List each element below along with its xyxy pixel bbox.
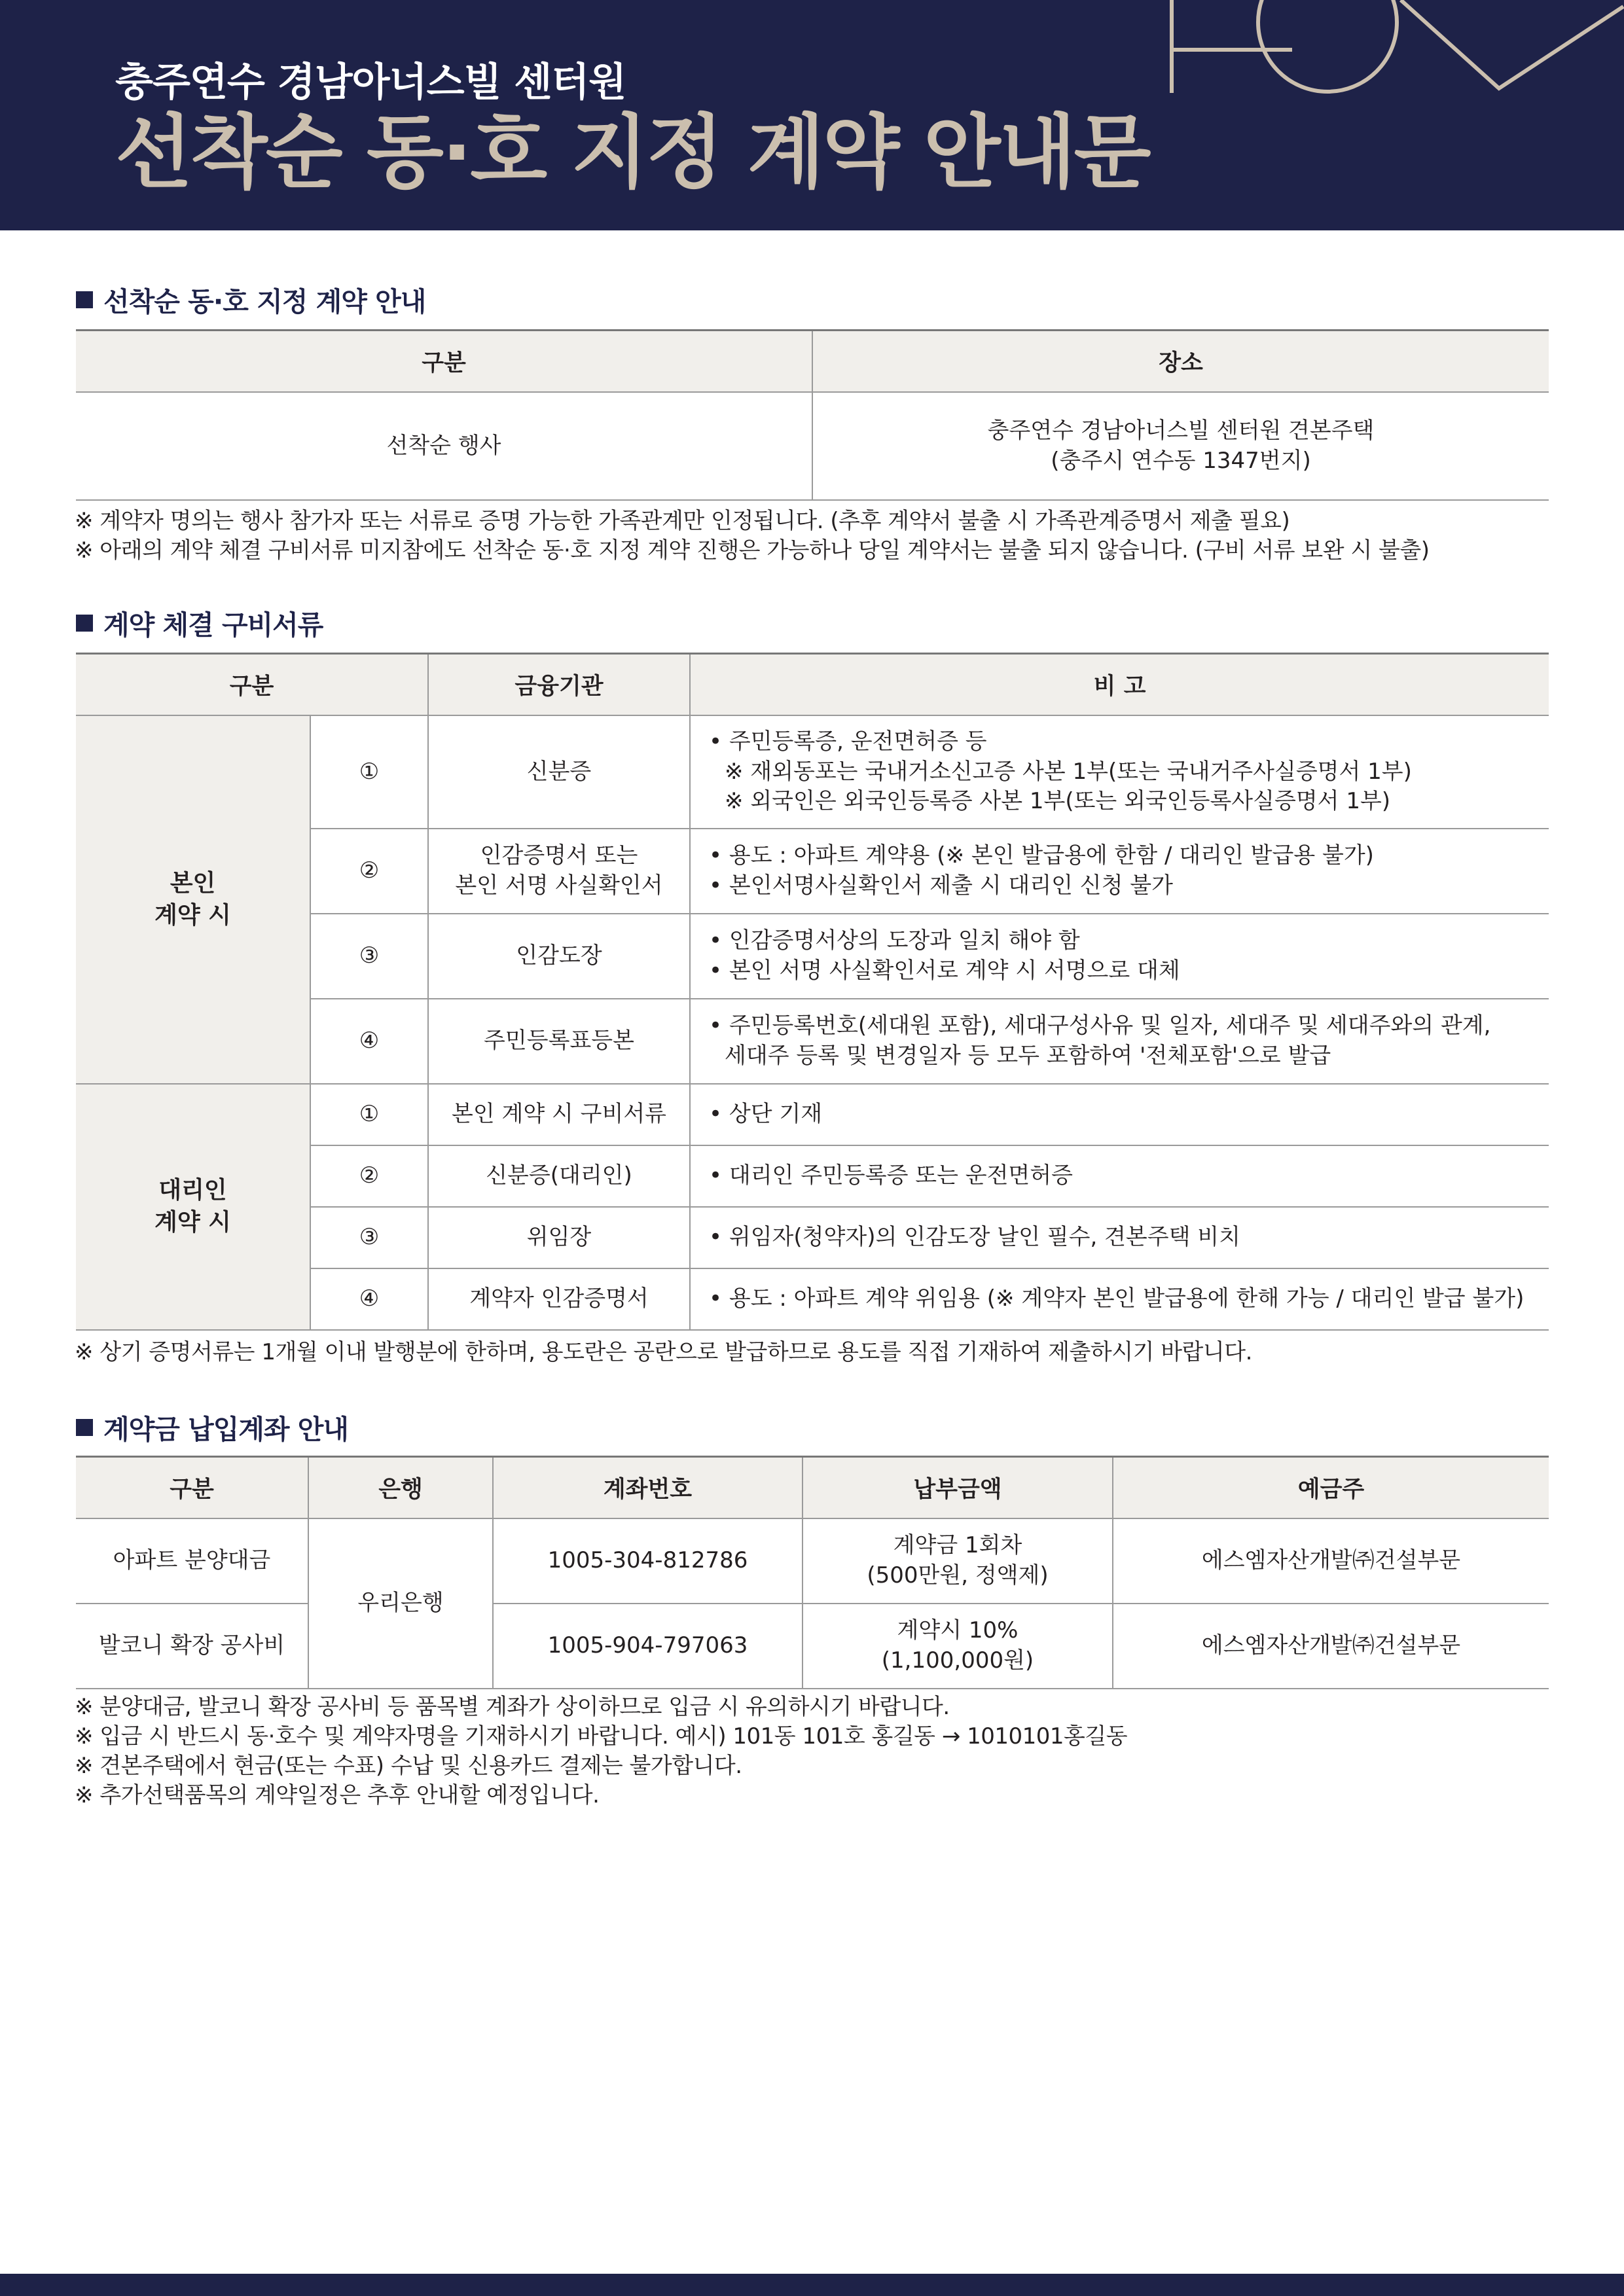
header-cell: 납부금액 bbox=[803, 1457, 1113, 1519]
group-label-line: 계약 시 bbox=[154, 901, 231, 929]
document-name: 주민등록표등본 bbox=[428, 999, 690, 1084]
row-number: ② bbox=[310, 829, 428, 914]
category-cell: 선착순 행사 bbox=[76, 392, 812, 500]
note-line: ※ 아래의 계약 체결 구비서류 미지참에도 선착순 동·호 지정 계약 진행은 가능하나 당일 계약서는 불출 되지 않습니다. (구비 서류 보완 시 불출) bbox=[75, 537, 1430, 564]
row-number: ④ bbox=[310, 999, 428, 1084]
note-line: ※ 외국인은 외국인등록증 사본 1부(또는 외국인등록사실증명서 1부) bbox=[725, 788, 1391, 815]
category-cell: 발코니 확장 공사비 bbox=[76, 1604, 308, 1689]
square-bullet-icon bbox=[76, 291, 93, 308]
note-line: • 주민등록증, 운전면허증 등 bbox=[709, 728, 987, 755]
group-label-line: 계약 시 bbox=[154, 1209, 231, 1236]
amount-line: 계약시 10% bbox=[897, 1617, 1019, 1644]
row-number: ① bbox=[310, 715, 428, 829]
place-cell bbox=[812, 392, 1549, 500]
header-cell: 예금주 bbox=[1113, 1457, 1549, 1519]
header-cell: 구분 bbox=[76, 654, 428, 716]
document-name: 본인 계약 시 구비서류 bbox=[428, 1084, 690, 1145]
section-title-deposit-accounts bbox=[76, 1408, 348, 1446]
note-line: • 본인 서명 사실확인서로 계약 시 서명으로 대체 bbox=[709, 958, 1180, 984]
footer-bar bbox=[0, 2274, 1624, 2296]
section2-note bbox=[75, 1338, 1252, 1367]
amount-line: (1,100,000원) bbox=[881, 1647, 1034, 1674]
document-name: 신분증 bbox=[428, 715, 690, 829]
document-name: 계약자 인감증명서 bbox=[428, 1268, 690, 1330]
place-line: (충주시 연수동 1347번지) bbox=[1051, 447, 1311, 474]
header-title: 선착순 동·호 지정 계약 안내문 bbox=[115, 106, 1149, 199]
document-name: 인감도장 bbox=[428, 914, 690, 999]
document-note: • 상단 기재 bbox=[690, 1084, 1549, 1145]
note-line: • 인감증명서상의 도장과 일치 해야 함 bbox=[709, 927, 1080, 954]
document-note: • 대리인 주민등록증 또는 운전면허증 bbox=[690, 1145, 1549, 1207]
group-label-line: 대리인 bbox=[158, 1177, 227, 1204]
row-number: ④ bbox=[310, 1268, 428, 1330]
header-banner bbox=[0, 0, 1624, 230]
table-row bbox=[76, 1084, 1549, 1145]
header-cell: 구분 bbox=[76, 1457, 308, 1519]
account-number: 1005-304-812786 bbox=[493, 1518, 803, 1604]
deposit-account-table bbox=[76, 1456, 1549, 1689]
note-line: ※ 재외동포는 국내거소신고증 사본 1부(또는 국내거주사실증명서 1부) bbox=[725, 758, 1412, 785]
amount-cell bbox=[803, 1518, 1113, 1604]
note-line: ※ 견본주택에서 현금(또는 수표) 수납 및 신용카드 결제는 불가합니다. bbox=[75, 1753, 742, 1779]
document-note: • 위임자(청약자)의 인감도장 날인 필수, 견본주택 비치 bbox=[690, 1207, 1549, 1268]
header-cell: 비 고 bbox=[690, 654, 1549, 716]
section-title-documents bbox=[76, 603, 323, 642]
note-line: ※ 추가선택품목의 계약일정은 추후 안내할 예정입니다. bbox=[75, 1782, 600, 1808]
row-number: ① bbox=[310, 1084, 428, 1145]
header-cell: 장소 bbox=[812, 331, 1549, 393]
section-title-contract-info bbox=[76, 280, 425, 319]
note-line: ※ 분양대금, 발코니 확장 공사비 등 품목별 계좌가 상이하므로 입금 시 유의하시기 바랍니다. bbox=[75, 1694, 950, 1720]
group-label-self bbox=[76, 715, 310, 1084]
table-header-row bbox=[76, 654, 1549, 716]
section3-notes bbox=[75, 1693, 1127, 1810]
bank-cell: 우리은행 bbox=[308, 1518, 493, 1689]
note-line: ※ 계약자 명의는 행사 참가자 또는 서류로 증명 가능한 가족관계만 인정됩니다. (추후 계약서 불출 시 가족관계증명서 제출 필요) bbox=[75, 508, 1290, 534]
row-number: ③ bbox=[310, 1207, 428, 1268]
row-number: ② bbox=[310, 1145, 428, 1207]
contract-location-table bbox=[76, 329, 1549, 501]
header-cell: 계좌번호 bbox=[493, 1457, 803, 1519]
note-line: 세대주 등록 및 변경일자 등 모두 포함하여 '전체포함'으로 발급 bbox=[725, 1043, 1331, 1069]
account-holder: 에스엠자산개발㈜건설부문 bbox=[1113, 1518, 1549, 1604]
document-name bbox=[428, 829, 690, 914]
row-number: ③ bbox=[310, 914, 428, 999]
section-title-text: 계약 체결 구비서류 bbox=[103, 609, 323, 641]
table-header-row bbox=[76, 331, 1549, 393]
required-documents-table bbox=[76, 653, 1549, 1331]
section-title-text: 선착순 동·호 지정 계약 안내 bbox=[103, 286, 426, 317]
table-header-row bbox=[76, 1457, 1549, 1519]
note-line: • 주민등록번호(세대원 포함), 세대구성사유 및 일자, 세대주 및 세대주와의 관계, bbox=[709, 1013, 1491, 1039]
section-title-text: 계약금 납입계좌 안내 bbox=[103, 1414, 349, 1445]
document-note bbox=[690, 914, 1549, 999]
header-cell: 금융기관 bbox=[428, 654, 690, 716]
document-note bbox=[690, 999, 1549, 1084]
square-bullet-icon bbox=[76, 615, 93, 632]
account-holder: 에스엠자산개발㈜건설부문 bbox=[1113, 1604, 1549, 1689]
table-row bbox=[76, 1604, 1549, 1689]
table-row bbox=[76, 1518, 1549, 1604]
table-row bbox=[76, 392, 1549, 500]
category-cell: 아파트 분양대금 bbox=[76, 1518, 308, 1604]
header-cell: 구분 bbox=[76, 331, 812, 393]
account-number: 1005-904-797063 bbox=[493, 1604, 803, 1689]
header-subtitle: 충주연수 경남아너스빌 센터원 bbox=[115, 60, 626, 105]
place-line: 충주연수 경남아너스빌 센터원 견본주택 bbox=[987, 417, 1375, 444]
square-bullet-icon bbox=[76, 1419, 93, 1436]
document-note bbox=[690, 715, 1549, 829]
header-cell: 은행 bbox=[308, 1457, 493, 1519]
note-line: • 본인서명사실확인서 제출 시 대리인 신청 불가 bbox=[709, 872, 1173, 899]
note-line: ※ 상기 증명서류는 1개월 이내 발행분에 한하며, 용도란은 공란으로 발급하므로 용도를 직접 기재하여 제출하시기 바랍니다. bbox=[75, 1339, 1252, 1365]
amount-cell bbox=[803, 1604, 1113, 1689]
note-line: ※ 입금 시 반드시 동·호수 및 계약자명을 기재하시기 바랍니다. 예시) 101동 101호 홍길동 → 1010101홍길동 bbox=[75, 1723, 1128, 1749]
document-note: • 용도 : 아파트 계약 위임용 (※ 계약자 본인 발급용에 한해 가능 / 대리인 발급 불가) bbox=[690, 1268, 1549, 1330]
group-label-line: 본인 bbox=[170, 869, 216, 897]
brand-logo-icon bbox=[1152, 0, 1624, 98]
amount-line: 계약금 1회차 bbox=[893, 1532, 1022, 1559]
document-name-line: 인감증명서 또는 bbox=[480, 842, 638, 869]
amount-line: (500만원, 정액제) bbox=[867, 1562, 1049, 1588]
document-name: 위임장 bbox=[428, 1207, 690, 1268]
note-line: • 용도 : 아파트 계약용 (※ 본인 발급용에 한함 / 대리인 발급용 불가) bbox=[709, 842, 1374, 869]
group-label-proxy bbox=[76, 1084, 310, 1330]
table-row bbox=[76, 715, 1549, 829]
section1-notes bbox=[75, 507, 1430, 565]
document-name-line: 본인 서명 사실확인서 bbox=[455, 872, 663, 899]
document-note bbox=[690, 829, 1549, 914]
document-name: 신분증(대리인) bbox=[428, 1145, 690, 1207]
